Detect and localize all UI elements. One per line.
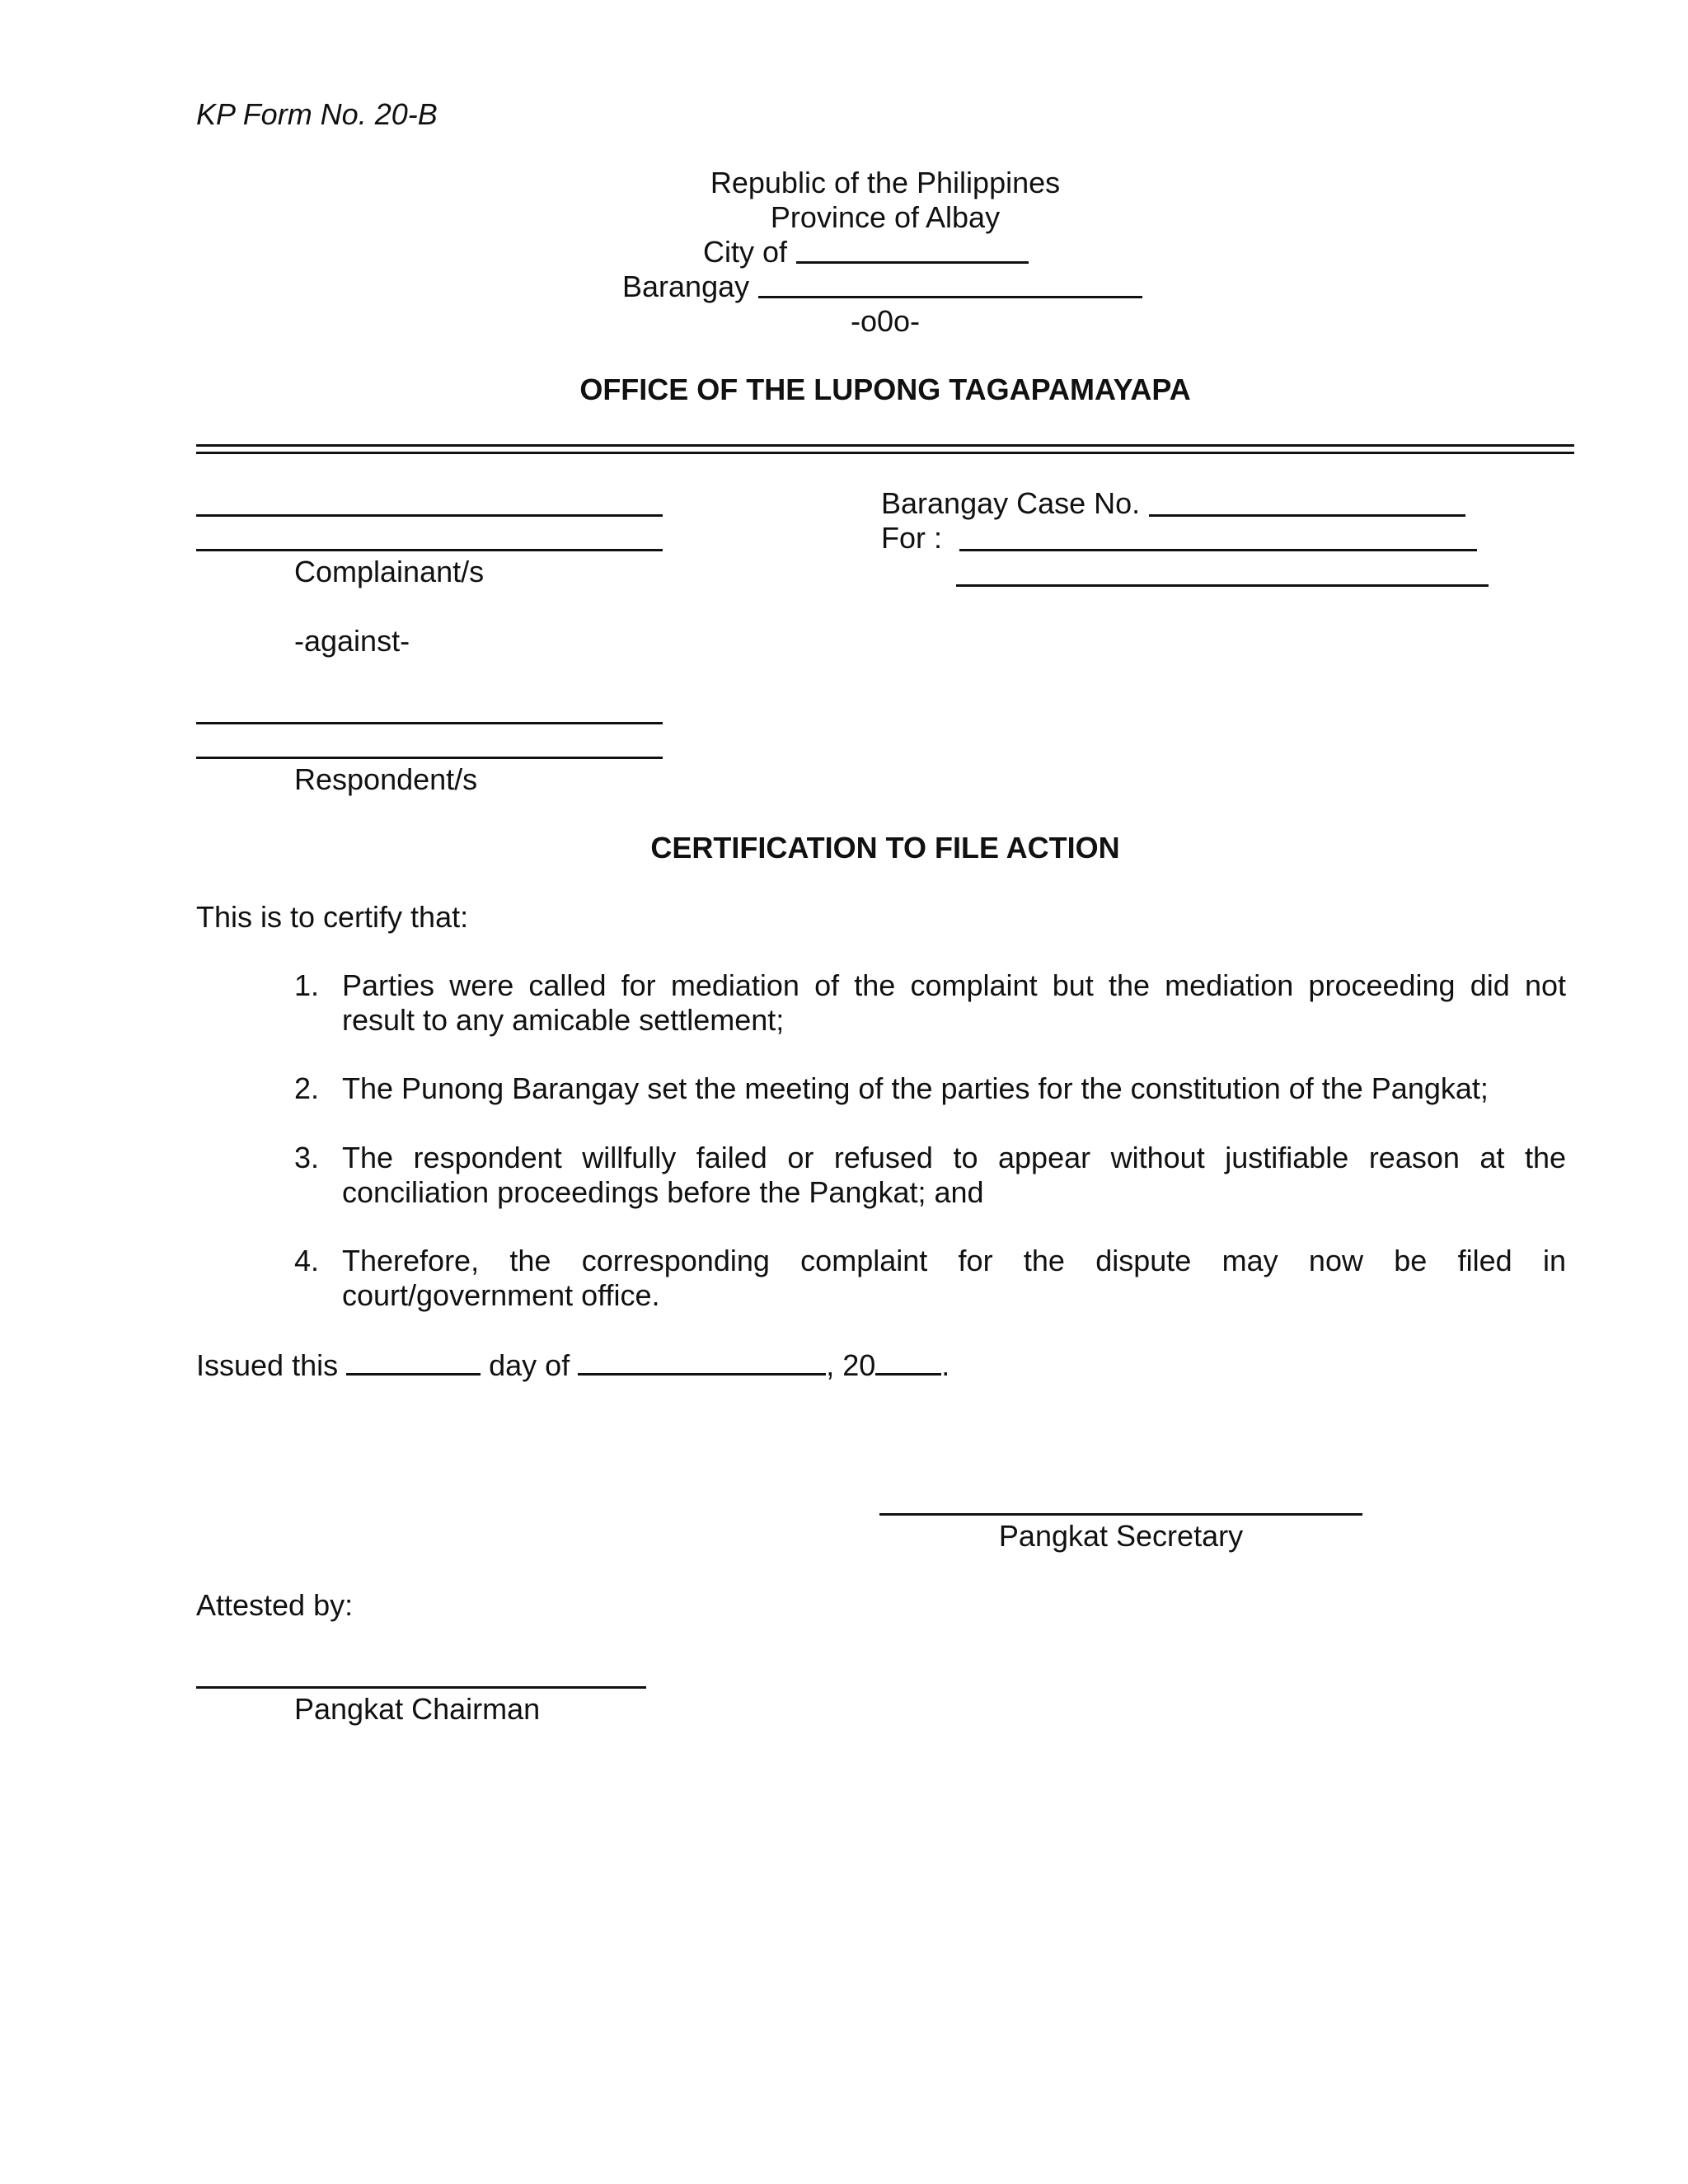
complainant-blank-2[interactable] <box>196 549 663 551</box>
issued-year-prefix: , 20 <box>826 1348 876 1382</box>
respondent-blank-1[interactable] <box>196 722 663 724</box>
certification-title: CERTIFICATION TO FILE ACTION <box>650 831 1120 865</box>
respondent-label: Respondent/s <box>294 762 478 796</box>
attested-by-label: Attested by: <box>196 1588 354 1622</box>
barangay-label: Barangay <box>622 269 750 303</box>
item-4-line-1: Therefore, the corresponding complaint for the dispute may now be filed in <box>342 1244 1566 1277</box>
chairman-label: Pangkat Chairman <box>294 1692 541 1726</box>
secretary-signature-line[interactable] <box>879 1513 1362 1516</box>
office-title: OFFICE OF THE LUPONG TAGAPAMAYAPA <box>579 373 1191 406</box>
complainant-label: Complainant/s <box>294 555 485 588</box>
for-blank-1[interactable] <box>959 549 1477 551</box>
intro-text: This is to certify that: <box>196 900 469 934</box>
issued-day-blank[interactable] <box>346 1347 481 1376</box>
double-rule <box>196 444 1574 454</box>
case-no-blank[interactable] <box>1149 514 1465 517</box>
item-1-line-2: result to any amicable settlement; <box>342 1003 785 1037</box>
issued-prefix: Issued this <box>196 1348 339 1382</box>
chairman-signature-line[interactable] <box>196 1686 646 1689</box>
city-blank[interactable] <box>796 261 1029 264</box>
issued-end: . <box>941 1348 950 1382</box>
province-line: Province of Albay <box>770 200 1001 234</box>
against-label: -against- <box>294 624 410 658</box>
republic-line: Republic of the Philippines <box>710 166 1061 199</box>
item-1-line-1: Parties were called for mediation of the complaint but the mediation proceeding did not <box>342 968 1566 1002</box>
ornament: -o0o- <box>850 304 921 338</box>
city-label: City of <box>703 235 788 269</box>
item-3-line-2: conciliation proceedings before the Pangkat; and <box>342 1175 984 1209</box>
respondent-blank-2[interactable] <box>196 757 663 759</box>
issued-day-of: day of <box>489 1348 570 1382</box>
issued-line <box>196 1347 950 1383</box>
form-number: KP Form No. 20-B <box>196 97 438 131</box>
for-label: For : <box>881 521 943 555</box>
item-3-number: 3. <box>294 1141 320 1174</box>
issued-month-blank[interactable] <box>578 1347 826 1376</box>
complainant-blank-1[interactable] <box>196 514 663 517</box>
barangay-blank[interactable] <box>758 296 1142 298</box>
item-1-number: 1. <box>294 968 320 1002</box>
for-blank-2[interactable] <box>956 584 1489 587</box>
case-no-label: Barangay Case No. <box>881 486 1141 520</box>
item-4-line-2: court/government office. <box>342 1278 660 1312</box>
item-2-line-1: The Punong Barangay set the meeting of the parties for the constitution of the Pangkat; <box>342 1071 1489 1105</box>
item-4-number: 4. <box>294 1244 320 1277</box>
secretary-label: Pangkat Secretary <box>998 1519 1244 1553</box>
item-3-line-1: The respondent willfully failed or refused to appear without justifiable reason at the <box>342 1141 1566 1174</box>
issued-year-blank[interactable] <box>875 1347 941 1376</box>
item-2-number: 2. <box>294 1071 320 1105</box>
